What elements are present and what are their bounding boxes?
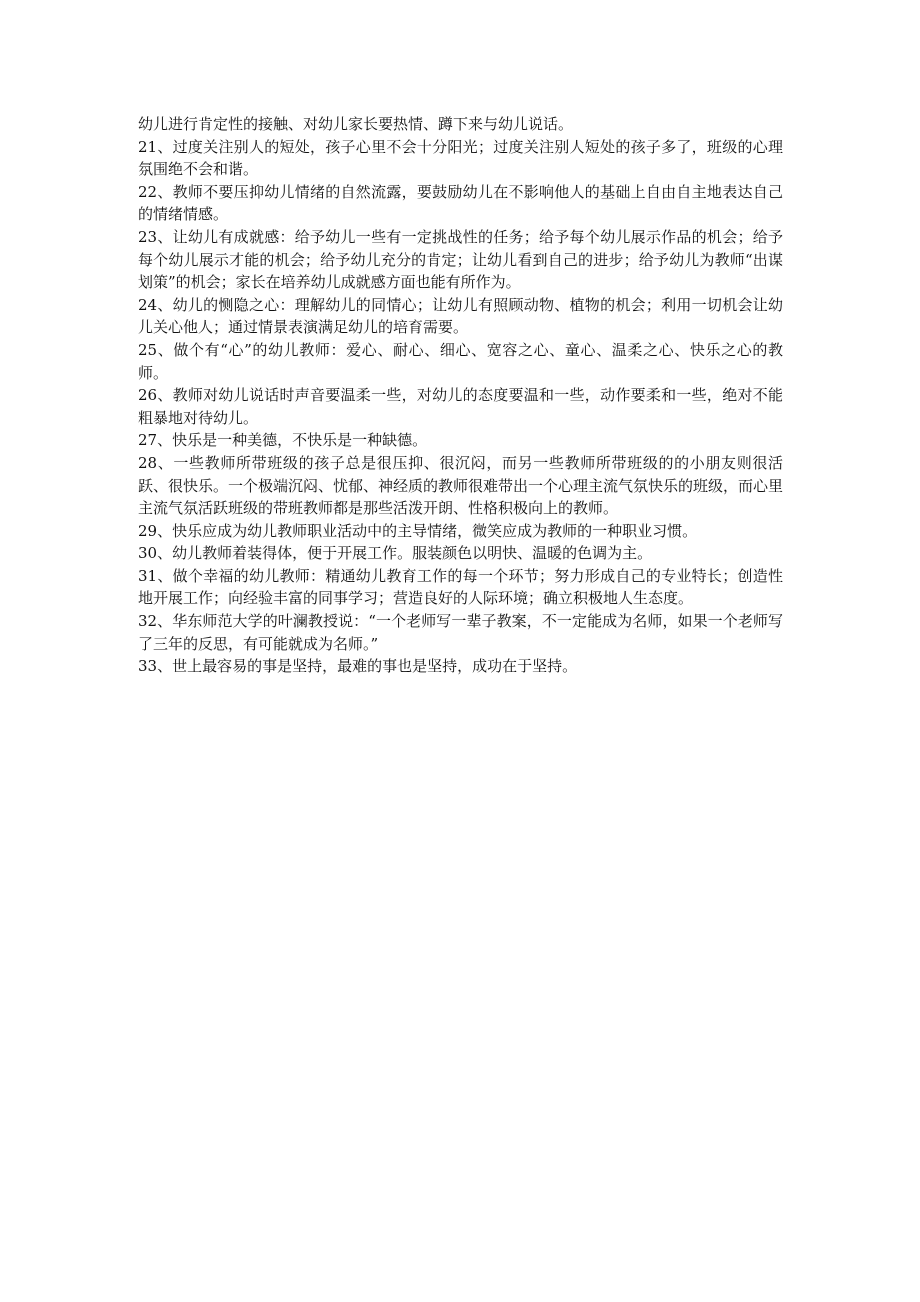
paragraph-25: 25、做个有“心”的幼儿教师：爱心、耐心、细心、宽容之心、童心、温柔之心、快乐之心的教师。 (138, 340, 783, 382)
paragraph-27: 27、快乐是一种美德，不快乐是一种缺德。 (138, 431, 428, 450)
paragraph-31: 31、做个幸福的幼儿教师：精通幼儿教育工作的每一个环节；努力形成自己的专业特长；创造性地开展工作；向经验丰富的同事学习；营造良好的人际环境；确立积极地人生态度。 (138, 566, 783, 608)
paragraph-23: 23、让幼儿有成就感：给予幼儿一些有一定挑战性的任务；给予每个幼儿展示作品的机会；给予每个幼儿展示才能的机会；给予幼儿充分的肯定；让幼儿看到自己的进步；给予幼儿为教师“出谋划策”的机会；家长在培养幼儿成就感方面也能有所作为。 (138, 227, 783, 292)
paragraph-26: 26、教师对幼儿说话时声音要温柔一些，对幼儿的态度要温和一些，动作要柔和一些，绝对不能粗暴地对待幼儿。 (138, 386, 783, 427)
paragraph-28: 28、一些教师所带班级的孩子总是很压抑、很沉闷，而另一些教师所带班级的的小朋友则很活跃、很快乐。一个极端沉闷、忧郁、神经质的教师很难带出一个心理主流气氛快乐的班级，而心里主流气氛活跃班级的带班教师都是那些活泼开朗、性格积极向上的教师。 (138, 453, 784, 518)
document-body (138, 113, 783, 678)
paragraph-21: 21、过度关注别人的短处，孩子心里不会十分阳光；过度关注别人短处的孩子多了，班级的心理氛围绝不会和谐。 (138, 137, 783, 179)
paragraph-24: 24、幼儿的恻隐之心：理解幼儿的同情心；让幼儿有照顾动物、植物的机会；利用一切机会让幼儿关心他人；通过情景表演满足幼儿的培育需要。 (138, 295, 783, 337)
paragraph-32: 32、华东师范大学的叶澜教授说：“一个老师写一辈子教案，不一定能成为名师，如果一个老师写了三年的反思，有可能就成为名师。” (138, 612, 783, 653)
paragraph-continuation: 幼儿进行肯定性的接触、对幼儿家长要热情、蹲下来与幼儿说话。 (138, 115, 574, 133)
paragraph-29: 29、快乐应成为幼儿教师职业活动中的主导情绪，微笑应成为教师的一种职业习惯。 (138, 521, 698, 540)
paragraph-30: 30、幼儿教师着装得体，便于开展工作。服装颜色以明快、温暖的色调为主。 (138, 544, 653, 563)
paragraph-33: 33、世上最容易的事是坚持，最难的事也是坚持，成功在于坚持。 (138, 657, 578, 676)
paragraph-22: 22、教师不要压抑幼儿情绪的自然流露，要鼓励幼儿在不影响他人的基础上自由自主地表达自己的情绪情感。 (138, 182, 783, 224)
